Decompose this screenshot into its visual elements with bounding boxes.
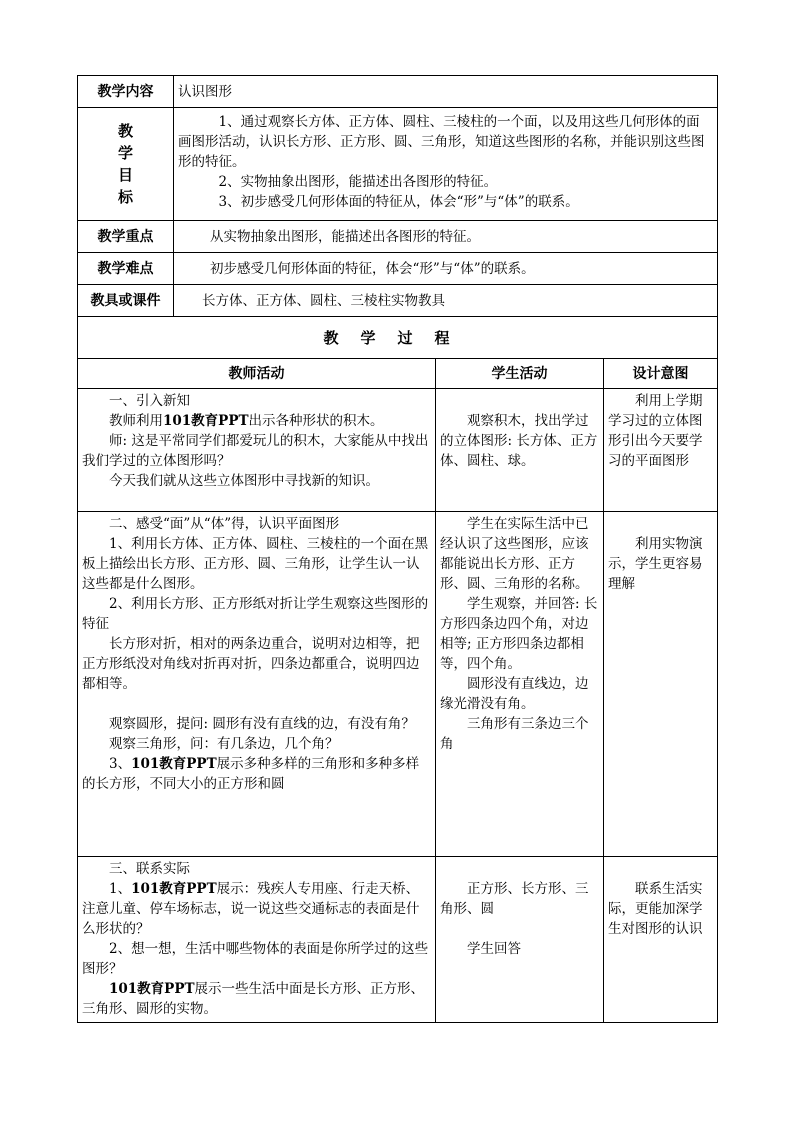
objective-item: 3、初步感受几何形体面的特征从，体会“形”与“体”的联系。 [218, 194, 579, 210]
text-span: 教师利用 [109, 413, 163, 429]
student-paragraph: 三角形有三条边三个角 [440, 716, 589, 752]
text-span: 1、 [109, 881, 132, 897]
key-points-row [78, 221, 718, 253]
teacher-paragraph: 2、利用长方形、正方形纸对折让学生观察这些图形的特征 [82, 596, 429, 632]
process-section-3 [78, 857, 718, 1023]
objectives-label-char: 标 [117, 188, 133, 206]
objective-item: 2、实物抽象出图形，能描述出各图形的特征。 [218, 174, 498, 190]
ppt-bold-label: 101教育PPT [109, 981, 195, 997]
student-paragraph: 学生在实际生活中已经认识了这些图形，应该都能说出长方形、正方形、圆、三角形的名称。 [440, 516, 589, 592]
student-paragraph: 正方形、长方形、三角形、圆 [440, 881, 589, 917]
process-header-row [78, 359, 718, 389]
student-activity-cell [436, 857, 604, 1023]
process-title-row [78, 317, 718, 359]
ppt-bold-label: 101教育PPT [163, 413, 249, 429]
text-span: 展示多种多样的三角形和多种多样的长方形，不同大小的正方形和圆 [82, 756, 420, 792]
design-intent-cell [604, 857, 718, 1023]
section-heading: 三、联系实际 [109, 861, 190, 877]
objective-item: 1、通过观察长方体、正方体、圆柱、三棱柱的一个面，以及用这些几何形体的面画图形活动，认识长方形、正方形、圆、三角形，知道这些图形的名称，并能识别这些图形的特征。 [178, 114, 705, 170]
content-row [78, 76, 718, 108]
teacher-paragraph: 今天我们就从这些立体图形中寻找新的知识。 [109, 473, 379, 489]
design-paragraph: 利用上学期学习过的立体图形引出今天要学习的平面图形 [608, 393, 703, 469]
objectives-row [78, 108, 718, 221]
student-activity-cell [436, 389, 604, 512]
ppt-bold-label: 101教育PPT [131, 756, 217, 772]
objectives-label-char: 教 [117, 122, 133, 140]
materials-value: 长方体、正方体、圆柱、三棱柱实物教具 [174, 285, 718, 317]
teacher-activity-header: 教师活动 [78, 359, 436, 389]
teacher-paragraph [82, 879, 431, 939]
design-intent-cell [604, 512, 718, 857]
key-points-value: 从实物抽象出图形，能描述出各图形的特征。 [174, 221, 718, 253]
objectives-label-char: 目 [117, 166, 133, 184]
student-activity-header: 学生活动 [436, 359, 604, 389]
teacher-paragraph [82, 979, 431, 1019]
process-section-1 [78, 389, 718, 512]
ppt-bold-label: 101教育PPT [131, 881, 217, 897]
text-span: 展示一些生活中面是长方形、正方形、三角形、圆形的实物。 [82, 981, 425, 1017]
student-paragraph: 学生回答 [467, 941, 521, 957]
design-paragraph: 利用实物演示，学生更容易理解 [608, 536, 703, 592]
content-label: 教学内容 [78, 76, 174, 108]
student-paragraph: 圆形没有直线边，边缘光滑没有角。 [440, 676, 589, 712]
process-title: 教学过程 [78, 317, 718, 359]
content-value: 认识图形 [174, 76, 718, 108]
teacher-paragraph: 观察圆形，提问: 圆形有没有直线的边，有没有角？ [109, 716, 415, 732]
student-paragraph: 观察积木，找出学过的立体图形: 长方体、正方体、圆柱、球。 [440, 413, 598, 469]
teacher-paragraph [82, 411, 431, 431]
text-span: 出示各种形状的积木。 [248, 413, 384, 429]
teacher-activity-cell [78, 857, 436, 1023]
teacher-paragraph: 观察三角形，问：有几条边，几个角？ [109, 736, 339, 752]
teacher-paragraph: 师: 这是平常同学们都爱玩儿的积木，大家能从中找出我们学过的立体图形吗？ [82, 433, 429, 469]
design-intent-header: 设计意图 [604, 359, 718, 389]
section-heading: 一、引入新知 [109, 393, 190, 409]
process-section-2 [78, 512, 718, 857]
difficulties-value: 初步感受几何形体面的特征，体会“形”与“体”的联系。 [174, 253, 718, 285]
teacher-paragraph: 1、利用长方体、正方体、圆柱、三棱柱的一个面在黑板上描绘出长方形、正方形、圆、三角形，让学生认一认这些都是什么图形。 [82, 536, 429, 592]
teacher-activity-cell [78, 512, 436, 857]
objectives-label-char: 学 [117, 144, 133, 162]
teacher-activity-cell [78, 389, 436, 512]
student-paragraph: 学生观察，并回答: 长方形四条边四个角，对边相等; 正方形四条边都相等，四个角。 [440, 596, 598, 672]
objectives-content [174, 108, 718, 221]
materials-row [78, 285, 718, 317]
text-span: 展示：残疾人专用座、行走天桥、注意儿童、停车场标志，说一说这些交通标志的表面是什么形状的？ [82, 881, 420, 937]
teacher-paragraph: 长方形对折，相对的两条边重合，说明对边相等，把正方形纸没对角线对折再对折，四条边都重合，说明四边都相等。 [82, 636, 420, 692]
text-span: 3、 [109, 756, 132, 772]
design-paragraph: 联系生活实际，更能加深学生对图形的认识 [608, 881, 703, 937]
student-activity-cell [436, 512, 604, 857]
difficulties-row [78, 253, 718, 285]
lesson-plan-page [77, 75, 717, 1023]
objectives-label [78, 108, 174, 221]
section-heading: 二、感受“面”从“体”得，认识平面图形 [109, 516, 340, 532]
key-points-label: 教学重点 [78, 221, 174, 253]
teacher-paragraph: 2、想一想，生活中哪些物体的表面是你所学过的这些图形？ [82, 941, 429, 977]
lesson-plan-table [77, 75, 718, 1023]
materials-label: 教具或课件 [78, 285, 174, 317]
teacher-paragraph [82, 754, 431, 794]
design-intent-cell [604, 389, 718, 512]
difficulties-label: 教学难点 [78, 253, 174, 285]
